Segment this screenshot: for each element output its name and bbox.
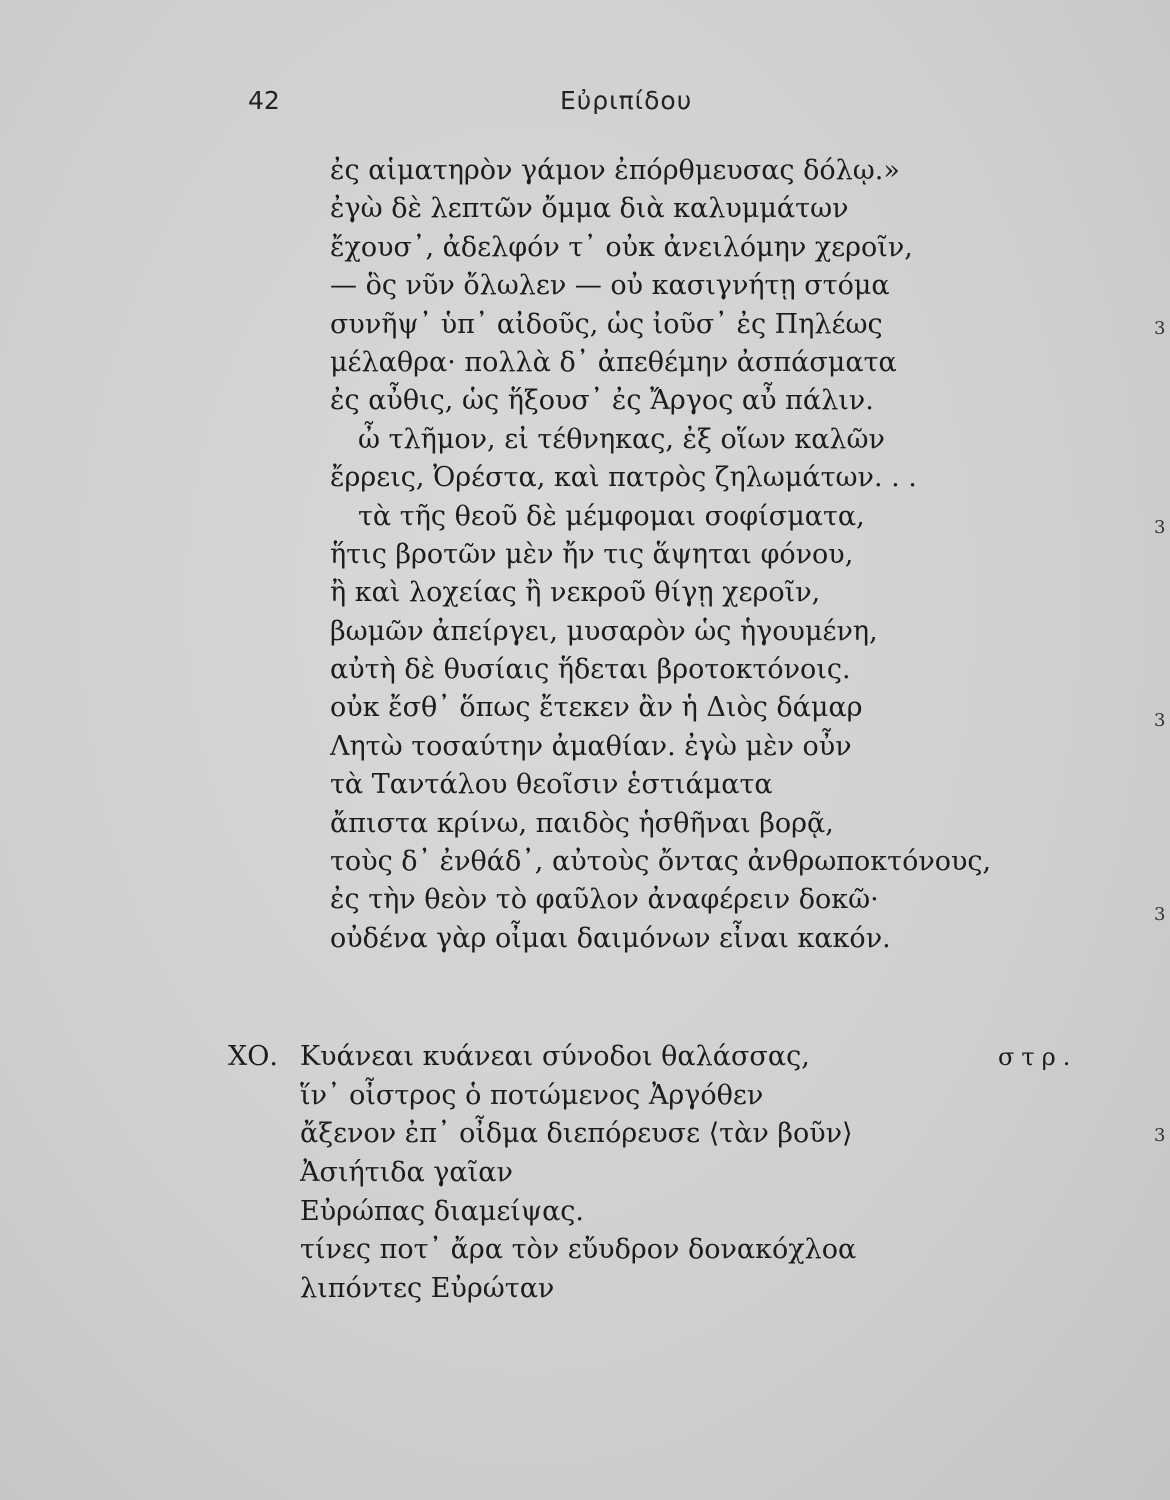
running-title: Εὐριπίδου xyxy=(560,86,693,115)
verse-line: τὰ Ταντάλου θεοῖσιν ἑστιάματα xyxy=(330,769,773,801)
verse-line: — ὃς νῦν ὄλωλεν — οὐ κασιγνήτῃ στόμα xyxy=(330,270,890,302)
verse-line: ἔχουσ᾽, ἀδελφόν τ᾽ οὐκ ἀνειλόμην χεροῖν, xyxy=(330,231,913,263)
verse-block xyxy=(330,152,1050,958)
chorus-line: ἄξενον ἐπ᾽ οἶδμα διεπόρευσε ⟨τὰν βοῦν⟩ xyxy=(300,1118,853,1150)
chorus-line: τίνες ποτ᾽ ἄρα τὸν εὔυδρον δονακόχλοα xyxy=(300,1234,857,1266)
chorus-block xyxy=(300,1038,1100,1309)
verse-line: αὐτὴ δὲ θυσίαις ἥδεται βροτοκτόνοις. xyxy=(330,654,851,686)
chorus-line: ἵν᾽ οἶστρος ὁ ποτώμενος Ἀργόθεν xyxy=(300,1079,764,1111)
verse-line: ἐς αἱματηρὸν γάμον ἐπόρθμευσας δόλῳ.» xyxy=(330,155,900,186)
margin-line-number: 3 xyxy=(1154,1125,1166,1146)
page-number: 42 xyxy=(248,86,280,115)
margin-line-number: 3 xyxy=(1154,517,1166,538)
verse-line: ἄπιστα κρίνω, παιδὸς ἡσθῆναι βορᾷ, xyxy=(330,807,834,839)
strophe-marker: στρ. xyxy=(998,1043,1078,1071)
margin-line-number: 3 xyxy=(1154,904,1166,925)
verse-line: οὐδένα γὰρ οἶμαι δαιμόνων εἶναι κακόν. xyxy=(330,922,891,954)
margin-line-number: 3 xyxy=(1154,318,1166,339)
verse-line: μέλαθρα· πολλὰ δ᾽ ἀπεθέμην ἀσπάσματα xyxy=(330,346,897,378)
verse-line: ὦ τλῆμον, εἰ τέθνηκας, ἐξ οἵων καλῶν xyxy=(358,423,885,455)
chorus-line: λιπόντες Εὐρώταν xyxy=(300,1273,555,1305)
verse-line: ἐγὼ δὲ λεπτῶν ὄμμα διὰ καλυμμάτων xyxy=(330,193,849,225)
margin-line-number: 3 xyxy=(1154,710,1166,731)
verse-line: βωμῶν ἀπείργει, μυσαρὸν ὡς ἡγουμένη, xyxy=(330,615,878,647)
verse-line: τὰ τῆς θεοῦ δὲ μέμφομαι σοφίσματα, xyxy=(358,500,865,532)
verse-line: ἐς αὖθις, ὡς ἥξουσ᾽ ἐς Ἄργος αὖ πάλιν. xyxy=(330,385,874,417)
chorus-speaker-label: ΧΟ. xyxy=(228,1041,278,1072)
verse-line: ἥτις βροτῶν μὲν ἤν τις ἅψηται φόνου, xyxy=(330,538,854,570)
verse-line: ἔρρεις, Ὀρέστα, καὶ πατρὸς ζηλωμάτων. . . xyxy=(330,462,917,494)
verse-line: ἐς τὴν θεὸν τὸ φαῦλον ἀναφέρειν δοκῶ· xyxy=(330,884,879,916)
chorus-line: Κυάνεαι κυάνεαι σύνοδοι θαλάσσας, xyxy=(300,1041,810,1072)
verse-line: Λητὼ τοσαύτην ἀμαθίαν. ἐγὼ μὲν οὖν xyxy=(330,730,852,762)
verse-line: συνῆψ᾽ ὑπ᾽ αἰδοῦς, ὡς ἰοῦσ᾽ ἐς Πηλέως xyxy=(330,308,883,340)
chorus-line: Εὐρώπας διαμείψας. xyxy=(300,1195,585,1227)
verse-line: τοὺς δ᾽ ἐνθάδ᾽, αὐτοὺς ὄντας ἀνθρωποκτόνους, xyxy=(330,846,992,878)
chorus-line: Ἀσιήτιδα γαῖαν xyxy=(300,1157,513,1189)
verse-line: ἢ καὶ λοχείας ἢ νεκροῦ θίγῃ χεροῖν, xyxy=(330,577,821,609)
verse-line: οὐκ ἔσθ᾽ ὅπως ἔτεκεν ἂν ἡ Διὸς δάμαρ xyxy=(330,692,863,724)
